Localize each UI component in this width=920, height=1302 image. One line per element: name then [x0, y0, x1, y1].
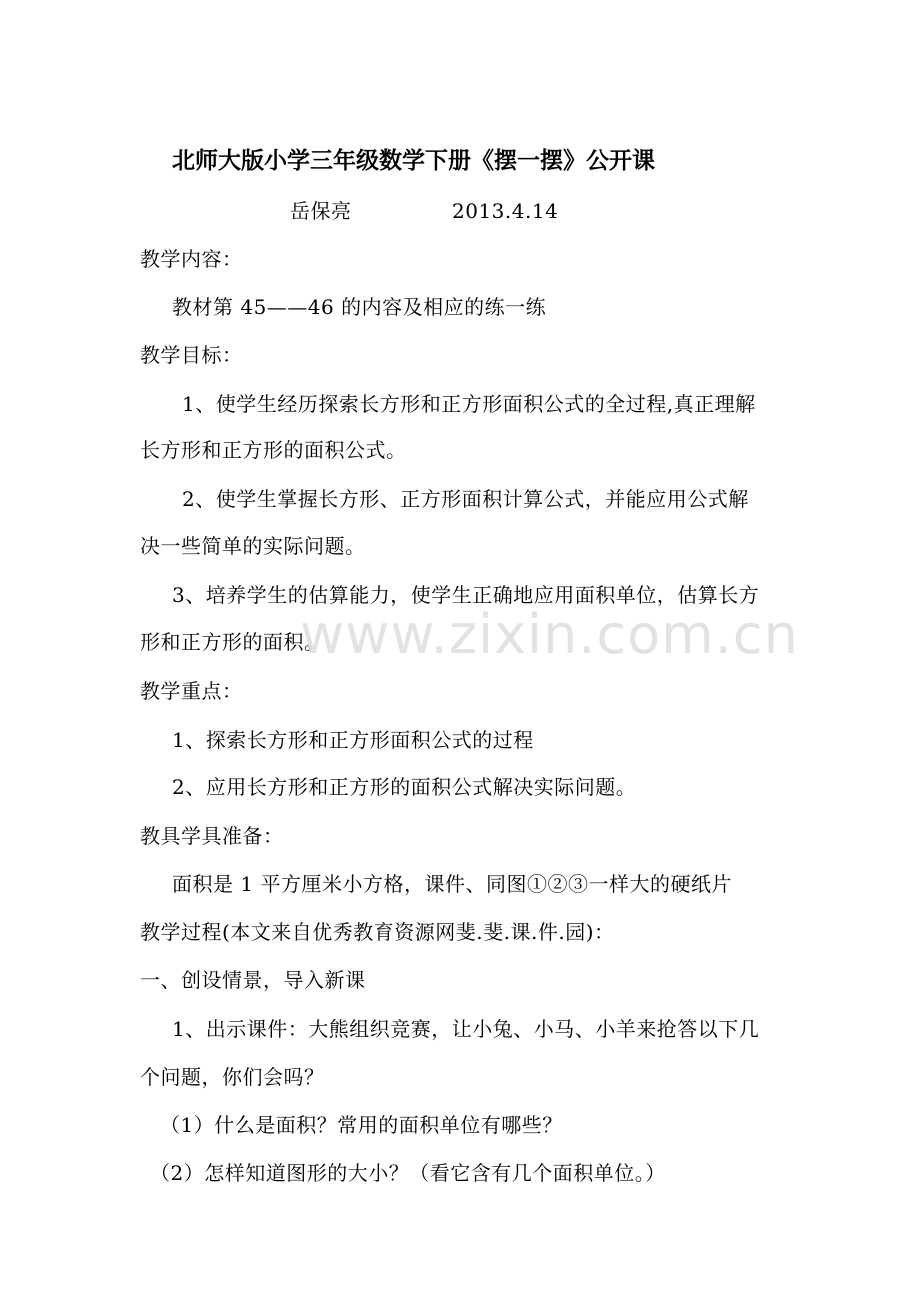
- question-2: （2）怎样知道图形的大小？（看它含有几个面积单位。）: [150, 1161, 666, 1185]
- goals-heading: 教学目标：: [140, 343, 243, 367]
- materials-text: 面积是 1 平方厘米小方格，课件、同图①②③一样大的硬纸片: [172, 872, 732, 896]
- goal-1-line-2: 长方形和正方形的面积公式。: [140, 438, 407, 462]
- focus-item-1: 1、探索长方形和正方形面积公式的过程: [172, 728, 534, 752]
- document-title: 北师大版小学三年级数学下册《摆一摆》公开课: [172, 148, 655, 174]
- step-1-line-1: 1、出示课件：大熊组织竞赛，让小兔、小马、小羊来抢答以下几: [172, 1017, 760, 1041]
- goal-2-line-2: 决一些简单的实际问题。: [140, 534, 366, 558]
- goal-2-line-1: 2、使学生掌握长方形、正方形面积计算公式，并能应用公式解: [182, 487, 749, 511]
- section-1-heading: 一、创设情景，导入新课: [140, 968, 366, 992]
- watermark-text: www.zixin.com.cn: [300, 603, 799, 666]
- materials-heading: 教具学具准备：: [140, 824, 284, 848]
- author-name: 岳保亮: [290, 199, 352, 223]
- process-heading: 教学过程(本文来自优秀教育资源网斐.斐.课.件.园)：: [140, 920, 615, 944]
- goal-3-line-2: 形和正方形的面积。: [140, 630, 325, 654]
- step-1-line-2: 个问题，你们会吗？: [140, 1065, 325, 1089]
- content-text: 教材第 45——46 的内容及相应的练一练: [172, 295, 547, 319]
- goal-3-line-1: 3、培养学生的估算能力，使学生正确地应用面积单位，估算长方: [172, 583, 760, 607]
- goal-1-line-1: 1、使学生经历探索长方形和正方形面积公式的全过程,真正理解: [182, 392, 756, 416]
- content-heading: 教学内容：: [140, 247, 243, 271]
- question-1: （1）什么是面积？常用的面积单位有哪些？: [160, 1113, 563, 1137]
- focus-item-2: 2、应用长方形和正方形的面积公式解决实际问题。: [172, 775, 637, 799]
- document-date: 2013.4.14: [452, 199, 559, 223]
- focus-heading: 教学重点：: [140, 679, 243, 703]
